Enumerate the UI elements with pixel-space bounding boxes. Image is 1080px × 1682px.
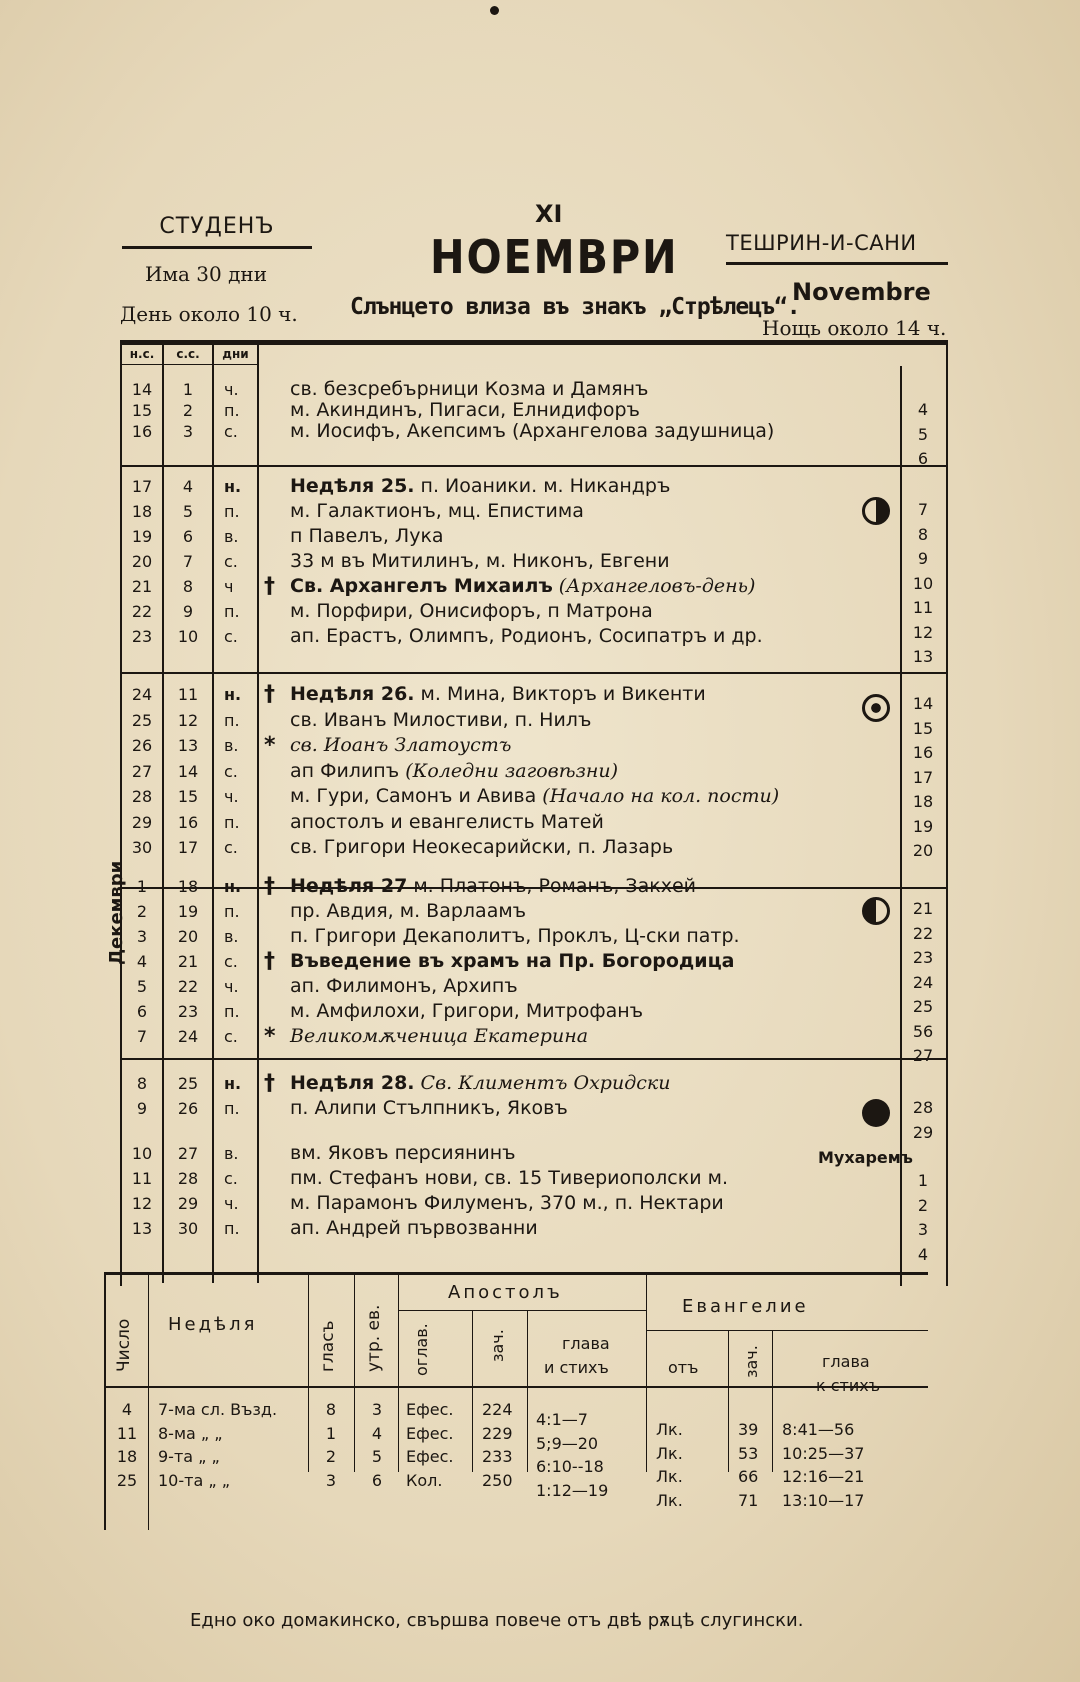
saint-entry (290, 600, 653, 622)
divider (726, 262, 948, 265)
old-style-date: 12 (177, 710, 199, 730)
hijri-date: 25 (912, 997, 934, 1016)
weekday: п. (224, 812, 240, 832)
weekday: ч. (224, 787, 239, 806)
entry-text: апостолъ и евангелисть Матей (290, 810, 604, 833)
gospel-pericope: 66 (738, 1467, 759, 1486)
weekday: с. (224, 838, 238, 857)
new-style-date: 13 (131, 1219, 153, 1238)
apostle-verses: 4:1—7 (536, 1410, 588, 1429)
weekday: п. (224, 710, 240, 730)
gospel-verses: 10:25—37 (782, 1443, 865, 1463)
saint-entry (290, 1167, 728, 1189)
old-style-date: 18 (177, 877, 199, 896)
saint-entry (290, 925, 740, 947)
days-in-month: Има 30 дни (145, 262, 268, 286)
new-style-date: 20 (131, 552, 153, 571)
entry-italic: (Коледни заговѣзни) (399, 759, 619, 782)
readings-rule (398, 1272, 399, 1472)
weekday: в. (224, 927, 239, 946)
weekday: ч. (224, 380, 239, 399)
apostle-book: Ефес. (406, 1423, 454, 1443)
apostle-pericope: 233 (482, 1447, 513, 1466)
hijri-date: 12 (912, 622, 934, 642)
rt-header-glas: гласъ (318, 1320, 338, 1372)
gospel-pericope: 39 (738, 1420, 759, 1439)
weekday: п. (224, 602, 240, 621)
new-style-date: 3 (136, 927, 148, 946)
first-quarter-moon-icon (862, 497, 890, 525)
rt-header-oglav: оглав. (412, 1323, 431, 1376)
hijri-date: 20 (912, 841, 934, 860)
hijri-date: 8 (917, 524, 929, 544)
apostle-verses: 6:10--18 (536, 1457, 604, 1476)
new-style-date: 17 (131, 477, 153, 496)
matins-gospel: 4 (371, 1423, 383, 1443)
col-header-days: дни (222, 347, 249, 361)
new-style-date: 2 (136, 902, 148, 921)
weekday: ч. (224, 1194, 239, 1213)
week-rule (120, 465, 948, 467)
matins-gospel: 3 (371, 1400, 383, 1419)
old-style-date: 19 (177, 902, 199, 921)
old-style-date: 22 (177, 977, 199, 996)
entry-text: п Павелъ, Лука (290, 525, 444, 547)
latin-month: Novembre (792, 278, 931, 306)
saint-entry (290, 811, 604, 833)
hijri-date: 5 (917, 424, 929, 444)
column-rule (212, 343, 214, 1283)
gospel-pericope: 71 (738, 1490, 759, 1510)
footer-proverb: Едно око домакинско, свършва повече отъ двѣ рѫцѣ слугински. (190, 1610, 804, 1631)
rt-header-zach2: зач. (742, 1345, 761, 1378)
right-month-title: ТЕШРИН-И-САНИ (726, 231, 917, 255)
rt-header-utr: утр. ев. (364, 1304, 384, 1372)
entry-text: св. безсребърници Козма и Дамянъ (290, 378, 649, 400)
old-style-date: 9 (182, 602, 194, 621)
saint-entry (290, 1072, 670, 1094)
rt-header-glava2: глава (822, 1352, 870, 1371)
old-style-date: 3 (182, 422, 194, 441)
hijri-date: 4 (917, 1244, 929, 1264)
saint-entry (290, 1142, 516, 1164)
feast-mark: † (264, 682, 275, 707)
hijri-date: 11 (912, 598, 934, 617)
saint-entry (290, 760, 618, 782)
new-style-date: 19 (131, 527, 153, 546)
old-style-date: 17 (177, 838, 199, 857)
gospel-verses: 8:41—56 (782, 1420, 855, 1439)
new-style-date: 12 (131, 1194, 153, 1213)
saint-entry (290, 734, 511, 756)
weekday: в. (224, 736, 239, 755)
ink-dot (490, 6, 499, 15)
weekday: п. (224, 1099, 240, 1118)
entry-text: ап. Ерастъ, Олимпъ, Родионъ, Сосипатръ и др. (290, 625, 763, 647)
saint-entry (290, 1217, 538, 1239)
readings-rule (398, 1310, 646, 1311)
apostle-pericope: 229 (482, 1423, 513, 1443)
col-header-ss: с.с. (176, 347, 200, 361)
rt-header-glava: глава (562, 1334, 610, 1353)
saint-entry (290, 785, 779, 807)
entry-bold: Недѣля 25. (290, 475, 415, 497)
new-style-date: 22 (131, 602, 153, 621)
entry-italic: (Начало на кол. пости) (536, 785, 780, 807)
weekday: с. (224, 1169, 238, 1188)
weekday: ч. (224, 977, 239, 996)
hijri-date: 23 (912, 948, 934, 967)
sunday-date: 11 (116, 1423, 138, 1443)
new-style-date: 29 (131, 812, 153, 832)
entry-text: пр. Авдия, м. Варлаамъ (290, 900, 527, 922)
page-title: НОЕМВРИ (430, 230, 679, 284)
entry-bold: Недѣля 26. (290, 683, 415, 705)
readings-rule (728, 1330, 729, 1472)
entry-italic: св. Иоанъ Златоустъ (290, 734, 512, 756)
entry-text: м. Порфири, Онисифоръ, п Матрона (290, 600, 653, 622)
readings-rule (148, 1272, 149, 1530)
hijri-date: 6 (917, 449, 929, 468)
hijri-date: 10 (912, 573, 934, 593)
new-style-date: 4 (136, 952, 148, 971)
matins-gospel: 5 (371, 1447, 383, 1466)
weekday: н. (224, 877, 242, 896)
saint-entry (290, 1000, 643, 1022)
sunday-date: 25 (116, 1470, 138, 1490)
weekday: н. (224, 1074, 242, 1093)
saint-entry (290, 1097, 568, 1119)
gospel-book: Лк. (656, 1443, 683, 1463)
saint-entry (290, 1192, 724, 1214)
weekday: с. (224, 952, 238, 971)
new-style-date: 6 (136, 1002, 148, 1021)
new-style-date: 23 (131, 627, 153, 646)
new-style-date: 11 (131, 1169, 153, 1188)
old-style-date: 23 (177, 1002, 199, 1021)
muharrem-label: Мухаремъ (818, 1148, 913, 1167)
weekday: п. (224, 902, 240, 921)
column-rule (257, 343, 259, 1283)
entry-text: ап. Андрей първозванни (290, 1217, 538, 1239)
old-style-date: 7 (182, 552, 194, 571)
gospel-verses: 13:10—17 (782, 1490, 865, 1510)
feast-mark: * (264, 1024, 276, 1049)
old-style-date: 30 (177, 1219, 199, 1238)
old-style-date: 26 (177, 1099, 199, 1118)
old-style-date: 24 (177, 1027, 199, 1046)
sunday-date: 4 (121, 1400, 133, 1419)
hijri-date: 27 (912, 1046, 934, 1065)
old-style-date: 27 (177, 1144, 199, 1163)
new-style-date: 9 (136, 1099, 148, 1118)
saint-entry (290, 625, 763, 647)
week-name: 10-та „ „ (158, 1470, 231, 1490)
full-moon-icon (862, 694, 890, 722)
hijri-date: 17 (912, 767, 934, 787)
weekday: п. (224, 502, 240, 521)
hijri-date: 14 (912, 694, 934, 713)
old-style-date: 20 (177, 927, 199, 946)
entry-italic: (Архангеловъ-день) (552, 575, 756, 597)
new-style-date: 1 (136, 877, 148, 896)
entry-text: п. Григори Декаполитъ, Проклъ, Ц-ски патр. (290, 925, 740, 947)
new-style-date: 21 (131, 577, 153, 596)
old-style-date: 6 (182, 527, 194, 546)
old-style-date: 13 (177, 736, 199, 755)
feast-mark: † (264, 874, 275, 899)
weekday: н. (224, 685, 242, 704)
entry-text: м. Иосифъ, Акепсимъ (Архангелова задушница) (290, 420, 775, 442)
old-style-date: 25 (177, 1074, 199, 1093)
hijri-date: 13 (912, 647, 934, 666)
old-style-date: 28 (177, 1169, 199, 1188)
hijri-date: 19 (912, 816, 934, 836)
saint-entry (290, 975, 518, 997)
tone: 1 (325, 1423, 337, 1443)
feast-mark: † (264, 574, 275, 599)
hijri-date: 16 (912, 743, 934, 762)
old-style-date: 29 (177, 1194, 199, 1213)
weekday: в. (224, 527, 239, 546)
new-style-date: 24 (131, 685, 153, 704)
readings-rule (354, 1272, 355, 1472)
entry-bold: Недѣля 27 (290, 875, 408, 897)
entry-text: м. Гури, Самонъ и Авива (290, 785, 537, 807)
entry-text: пм. Стефанъ нови, св. 15 Тивериополски м. (290, 1167, 728, 1189)
weekday: п. (224, 401, 240, 420)
entry-text: м. Парамонъ Филуменъ, 370 м., п. Нектари (290, 1192, 724, 1214)
gospel-book: Лк. (656, 1490, 683, 1510)
weekday: ч (224, 577, 234, 596)
new-style-date: 30 (131, 838, 153, 857)
calendar-top-rule (120, 340, 948, 345)
hijri-date: 7 (917, 500, 929, 519)
entry-text: 33 м въ Митилинъ, м. Никонъ, Евгени (290, 550, 670, 572)
entry-text: ап Филипъ (290, 759, 400, 782)
rt-header-apostol: Апостолъ (448, 1282, 563, 1303)
apostle-book: Кол. (406, 1470, 443, 1490)
entry-text: м. Акиндинъ, Пигаси, Елнидифоръ (290, 399, 640, 421)
new-style-date: 25 (131, 710, 153, 730)
apostle-pericope: 224 (482, 1400, 513, 1419)
saint-entry (290, 420, 774, 442)
saint-entry (290, 900, 526, 922)
entry-text: св. Иванъ Милостиви, п. Нилъ (290, 708, 592, 731)
hijri-date: 18 (912, 792, 934, 811)
december-label: Декември (106, 860, 127, 965)
entry-text: п. Иоаники. м. Никандръ (414, 475, 671, 497)
last-quarter-moon-icon (862, 897, 890, 925)
saint-entry (290, 1025, 588, 1047)
column-rule (946, 343, 948, 1286)
apostle-book: Ефес. (406, 1400, 454, 1419)
new-style-date: 16 (131, 422, 153, 441)
left-month-title: СТУДЕНЪ (159, 214, 275, 239)
hijri-date: 15 (912, 718, 934, 738)
rt-header-k-stih: к стихъ (816, 1376, 881, 1395)
hijri-date: 1 (917, 1171, 929, 1190)
old-style-date: 10 (177, 627, 199, 646)
saint-entry (290, 683, 706, 705)
matins-gospel: 6 (371, 1470, 383, 1490)
saint-entry (290, 950, 735, 972)
rt-header-zach: зач. (488, 1329, 507, 1362)
saint-entry (290, 500, 584, 522)
tone: 2 (325, 1447, 337, 1466)
saint-entry (290, 475, 670, 497)
new-style-date: 10 (131, 1144, 153, 1163)
old-style-date: 1 (182, 380, 194, 399)
entry-text: ап. Филимонъ, Архипъ (290, 975, 518, 997)
rt-header-nedelya: Недѣля (168, 1314, 258, 1335)
hijri-date: 3 (917, 1220, 929, 1239)
readings-rule (527, 1310, 528, 1472)
apostle-book: Ефес. (406, 1447, 454, 1466)
gospel-verses: 12:16—21 (782, 1467, 865, 1486)
weekday: с. (224, 761, 238, 781)
weekday: с. (224, 1027, 238, 1046)
saint-entry (290, 836, 673, 858)
week-name: 7-ма сл. Възд. (158, 1400, 278, 1419)
saint-entry (290, 550, 670, 572)
new-style-date: 5 (136, 977, 148, 996)
hijri-date: 4 (917, 400, 929, 419)
hijri-date: 2 (917, 1195, 929, 1215)
entry-bold: Въведение въ храмъ на Пр. Богородица (290, 950, 735, 972)
saint-entry (290, 525, 444, 547)
feast-mark: † (264, 949, 275, 974)
rt-header-evangelie: Евангелие (682, 1296, 809, 1317)
new-style-date: 7 (136, 1027, 148, 1046)
entry-text: м. Платонъ, Романъ, Закхей (407, 875, 697, 897)
weekday: в. (224, 1144, 239, 1163)
week-rule (120, 1058, 948, 1060)
tone: 8 (325, 1400, 337, 1419)
entry-text: п. Алипи Стълпникъ, Яковъ (290, 1097, 568, 1119)
weekday: с. (224, 422, 238, 441)
readings-rule (646, 1330, 928, 1331)
entry-text: вм. Яковъ персиянинъ (290, 1142, 516, 1164)
weekday: с. (224, 627, 238, 646)
readings-rule (472, 1310, 473, 1472)
new-style-date: 26 (131, 736, 153, 755)
entry-text: св. Григори Неокесарийски, п. Лазарь (290, 836, 674, 858)
hijri-date: 21 (912, 899, 934, 918)
weekday: н. (224, 477, 242, 496)
new-style-date: 27 (131, 761, 153, 781)
entry-italic: Великомѫченица Екатерина (290, 1025, 589, 1047)
entry-bold: Недѣля 28. (290, 1072, 415, 1094)
gospel-book: Лк. (656, 1467, 683, 1486)
feast-mark: * (264, 733, 276, 758)
hijri-date: 24 (912, 972, 934, 992)
week-name: 8-ма „ „ (158, 1423, 223, 1443)
old-style-date: 16 (177, 812, 199, 832)
sunday-date: 18 (116, 1447, 138, 1466)
new-style-date: 8 (136, 1074, 148, 1093)
night-length: Нощь около 14 ч. (762, 316, 947, 340)
readings-rule (772, 1330, 773, 1472)
rt-header-chislo: Число (114, 1318, 134, 1372)
week-rule (120, 672, 948, 674)
divider (122, 246, 312, 249)
entry-italic: Св. Климентъ Охридски (414, 1072, 671, 1094)
sun-sign: Слънцето влиза въ знакъ „Стрѣлецъ“. (350, 294, 800, 320)
new-style-date: 18 (131, 502, 153, 521)
header-rule (120, 364, 258, 365)
roman-numeral: XI (535, 200, 563, 228)
weekday: п. (224, 1219, 240, 1238)
old-style-date: 11 (177, 685, 199, 704)
saint-entry (290, 875, 696, 897)
readings-rule (308, 1272, 309, 1472)
saint-entry (290, 575, 755, 597)
new-style-date: 15 (131, 401, 153, 420)
weekday: п. (224, 1002, 240, 1021)
entry-text: м. Галактионъ, мц. Епистима (290, 500, 584, 522)
new-style-date: 14 (131, 380, 153, 399)
old-style-date: 14 (177, 761, 199, 781)
gospel-pericope: 53 (738, 1443, 759, 1463)
old-style-date: 2 (182, 401, 194, 420)
old-style-date: 4 (182, 477, 194, 496)
hijri-date: 9 (917, 549, 929, 568)
hijri-date: 29 (912, 1122, 934, 1142)
saint-entry (290, 709, 591, 731)
day-length: День около 10 ч. (120, 302, 298, 326)
new-moon-icon (862, 1099, 890, 1127)
hijri-date: 28 (912, 1098, 934, 1117)
saint-entry (290, 378, 648, 400)
rt-header-ot: отъ (668, 1358, 699, 1377)
readings-rule (646, 1272, 647, 1472)
readings-rule (104, 1272, 106, 1530)
hijri-date: 56 (912, 1021, 934, 1041)
gospel-book: Лк. (656, 1420, 683, 1439)
week-name: 9-та „ „ (158, 1447, 220, 1466)
apostle-pericope: 250 (482, 1470, 513, 1490)
apostle-verses: 1:12—19 (536, 1480, 609, 1500)
rt-header-i-stih: и стихъ (544, 1358, 609, 1377)
entry-text: м. Амфилохи, Григори, Митрофанъ (290, 1000, 644, 1022)
old-style-date: 15 (177, 787, 199, 806)
col-header-ns: н.с. (129, 347, 155, 361)
old-style-date: 21 (177, 952, 199, 971)
weekday: с. (224, 552, 238, 571)
entry-text: м. Мина, Викторъ и Викенти (414, 683, 706, 705)
saint-entry (290, 399, 640, 421)
new-style-date: 28 (131, 787, 153, 806)
tone: 3 (325, 1470, 337, 1490)
old-style-date: 5 (182, 502, 194, 521)
apostle-verses: 5;9—20 (536, 1433, 599, 1453)
feast-mark: † (264, 1071, 275, 1096)
readings-top-rule (104, 1272, 928, 1275)
readings-header-rule (104, 1386, 928, 1388)
entry-bold: Св. Архангелъ Михаилъ (290, 575, 553, 597)
old-style-date: 8 (182, 577, 194, 596)
hijri-date: 22 (912, 923, 934, 943)
